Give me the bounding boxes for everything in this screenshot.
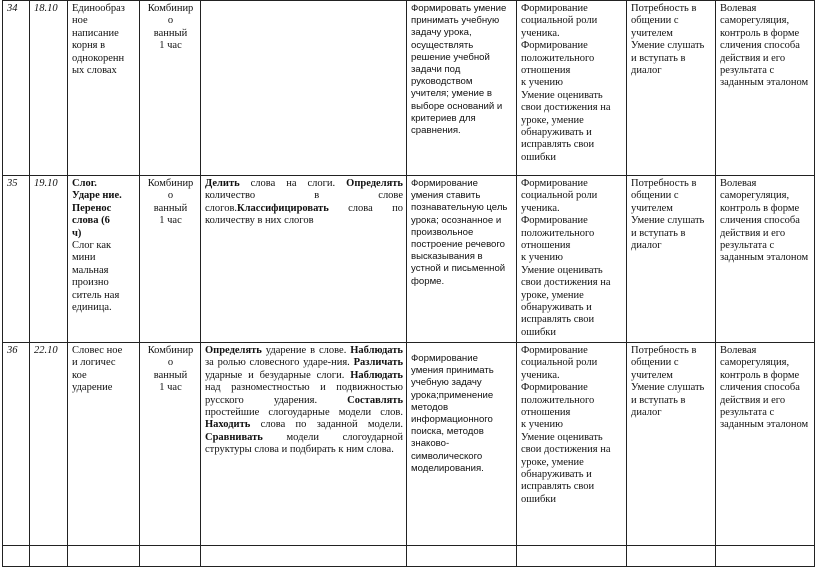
topic-line: слова (6 (72, 215, 110, 227)
lesson-topic (68, 1, 140, 176)
table-row (3, 343, 815, 546)
lesson-plan-table (2, 0, 815, 567)
personal-line: Формирование (521, 345, 588, 356)
lesson-type (140, 343, 201, 546)
personal-line: положительного (521, 52, 595, 64)
lesson-date: 22.10 (30, 343, 68, 546)
self-regulation: Волевая саморегуляция, контроль в форме сличения способа действия и его результата с заданным эталоном (716, 343, 815, 546)
regulative-skills: Формирование умения ставить познавательную цель урока; осознанное и произвольное построение речевого высказывания в устной и письменной форме. (407, 176, 517, 343)
lesson-date: 19.10 (30, 176, 68, 343)
lesson-type (140, 1, 201, 176)
table-row (3, 1, 815, 176)
empty-cell (68, 546, 140, 567)
personal-line: уроке, умение (521, 114, 584, 126)
activity-verb: Наблюдать (350, 369, 403, 381)
personal-skills (517, 1, 627, 176)
communicative-line: учителем (631, 369, 673, 381)
lesson-activities (201, 176, 407, 343)
personal-line: свои достижения на (521, 277, 611, 289)
personal-line: исправлять свои (521, 314, 595, 326)
empty-cell (201, 546, 407, 567)
personal-line: положительного (521, 227, 595, 239)
communicative-skills (627, 1, 716, 176)
personal-line: ошибки (521, 326, 557, 338)
personal-line: ученика. (521, 27, 560, 39)
personal-line: уроке, умение (521, 289, 584, 301)
lesson-date: 18.10 (30, 1, 68, 176)
empty-cell (30, 546, 68, 567)
communicative-line: Потребность в (631, 345, 697, 356)
empty-cell (140, 546, 201, 567)
empty-row (3, 546, 815, 567)
empty-cell (407, 546, 517, 567)
topic-line: однокоренн (72, 52, 125, 64)
activity-text: количество в слове слогов. (205, 190, 403, 214)
communicative-line: Умение слушать (631, 40, 705, 52)
self-regulation: Волевая саморегуляция, контроль в форме сличения способа действия и его результата с заданным эталоном (716, 176, 815, 343)
lesson-plan-page (2, 0, 814, 564)
communicative-line: и вступать в (631, 394, 686, 406)
personal-line: свои достижения на (521, 444, 611, 456)
communicative-line: Потребность в (631, 178, 697, 189)
topic-line: Слог. (72, 178, 97, 189)
type-line: Комбинир (147, 345, 194, 356)
topic-line: мальная (72, 264, 109, 276)
type-line: 1 час (159, 215, 182, 227)
empty-cell (517, 546, 627, 567)
personal-line: ошибки (521, 151, 557, 163)
type-line: Комбинир (147, 3, 194, 14)
topic-line: Слог как (72, 240, 112, 252)
lesson-topic (68, 343, 140, 546)
activity-verb: Различать (353, 357, 403, 369)
lesson-activities (201, 1, 407, 176)
personal-line: обнаруживать и (521, 469, 592, 481)
personal-line: социальной роли (521, 357, 598, 369)
communicative-skills (627, 176, 716, 343)
communicative-line: и вступать в (631, 52, 686, 64)
lesson-topic (68, 176, 140, 343)
activity-verb: Находить (205, 419, 251, 431)
personal-line: Формирование (521, 178, 588, 189)
personal-line: свои достижения на (521, 102, 611, 114)
personal-line: отношения (521, 65, 571, 77)
personal-skills (517, 176, 627, 343)
activity-verb: Составлять (347, 394, 403, 406)
communicative-line: диалог (631, 240, 662, 252)
personal-line: к учению (521, 252, 563, 264)
personal-line: Формирование (521, 382, 588, 394)
activity-text: модели слогоударной структуры слова и подбирать к ним слова. (205, 431, 403, 456)
activity-text: ударные и безударные слоги. (205, 369, 351, 381)
communicative-line: общении с (631, 357, 679, 369)
personal-line: отношения (521, 407, 571, 419)
type-line: 1 час (159, 382, 182, 394)
topic-line: ых словах (72, 65, 117, 77)
activity-verb: Определять (205, 345, 262, 356)
topic-line: ударение (72, 382, 113, 394)
personal-line: отношения (521, 240, 571, 252)
topic-line: ситель ная (72, 289, 120, 301)
activity-text: ударение в слове. (261, 345, 351, 356)
activity-verb: Наблюдать (350, 345, 403, 356)
personal-skills (517, 343, 627, 546)
topic-line: корня в (72, 40, 106, 52)
type-line: ванный (153, 202, 188, 214)
personal-line: Формирование (521, 40, 588, 52)
table-row (3, 176, 815, 343)
personal-line: исправлять свои (521, 139, 595, 151)
communicative-line: Потребность в (631, 3, 697, 14)
lesson-type (140, 176, 201, 343)
personal-line: уроке, умение (521, 456, 584, 468)
type-line: ванный (153, 27, 188, 39)
personal-line: к учению (521, 419, 563, 431)
topic-line: Ударе ние. (72, 190, 122, 202)
activity-verb: Классифицировать (237, 202, 329, 214)
activity-verb: Определять (346, 178, 403, 189)
activity-text: за ролью словесного ударе-ния. (205, 357, 354, 369)
activity-text: простейшие слогоударные модели слов. (205, 407, 403, 419)
topic-line: произно (72, 277, 109, 289)
lesson-activities (201, 343, 407, 546)
personal-line: ученика. (521, 369, 560, 381)
personal-line: Формирование (521, 3, 588, 14)
activity-text: слова на слоги. (239, 178, 347, 189)
communicative-line: и вступать в (631, 227, 686, 239)
type-line: о (167, 15, 174, 27)
regulative-skills: Формирование умения принимать учебную задачу урока;применение методов информационного поиска, методов знаково-символического моделирования. (407, 343, 517, 546)
topic-line: единица. (72, 302, 112, 314)
topic-line: и логичес (72, 357, 116, 369)
topic-line: Словес ное (72, 345, 123, 356)
communicative-line: учителем (631, 27, 673, 39)
communicative-line: диалог (631, 65, 662, 77)
personal-line: обнаруживать и (521, 302, 592, 314)
topic-line: мини (72, 252, 96, 264)
type-line: 1 час (159, 40, 182, 52)
personal-line: исправлять свои (521, 481, 595, 493)
activity-text: слова по количеству в них слогов (205, 202, 403, 227)
type-line: ванный (153, 369, 188, 381)
activity-text: над разноместностью и подвижностью русского ударения. (205, 382, 403, 406)
personal-line: Умение оценивать (521, 89, 603, 101)
activity-verb: Сравнивать (205, 431, 263, 443)
type-line: о (167, 190, 174, 202)
personal-line: положительного (521, 394, 595, 406)
type-line: о (167, 357, 174, 369)
activity-verb: Делить (205, 178, 240, 189)
topic-line: кое (72, 369, 87, 381)
lesson-number: 35 (3, 176, 30, 343)
topic-line: Единообраз (72, 3, 125, 14)
topic-line: ч) (72, 227, 82, 239)
personal-line: ученика. (521, 202, 560, 214)
topic-line: написание (72, 27, 119, 39)
lesson-number: 34 (3, 1, 30, 176)
empty-cell (627, 546, 716, 567)
personal-line: Умение оценивать (521, 264, 603, 276)
communicative-line: учителем (631, 202, 673, 214)
personal-line: обнаруживать и (521, 127, 592, 139)
communicative-line: Умение слушать (631, 215, 705, 227)
communicative-line: диалог (631, 407, 662, 419)
type-line: Комбинир (147, 178, 194, 189)
personal-line: социальной роли (521, 190, 598, 202)
personal-line: социальной роли (521, 15, 598, 27)
personal-line: к учению (521, 77, 563, 89)
communicative-skills (627, 343, 716, 546)
communicative-line: общении с (631, 15, 679, 27)
topic-line: Перенос (72, 202, 112, 214)
communicative-line: Умение слушать (631, 382, 705, 394)
empty-cell (3, 546, 30, 567)
empty-cell (716, 546, 815, 567)
activity-text: слова по заданной модели. (250, 419, 403, 431)
personal-line: Умение оценивать (521, 431, 603, 443)
regulative-skills: Формировать умение принимать учебную задачу урока, осуществлять решение учебной задачи под руководством учителя; умение в выборе оснований и критериев для сравнения. (407, 1, 517, 176)
self-regulation: Волевая саморегуляция, контроль в форме сличения способа действия и его результата с заданным эталоном (716, 1, 815, 176)
personal-line: ошибки (521, 493, 557, 505)
communicative-line: общении с (631, 190, 679, 202)
topic-line: ное (72, 15, 88, 27)
personal-line: Формирование (521, 215, 588, 227)
table-body (3, 1, 815, 567)
lesson-number: 36 (3, 343, 30, 546)
